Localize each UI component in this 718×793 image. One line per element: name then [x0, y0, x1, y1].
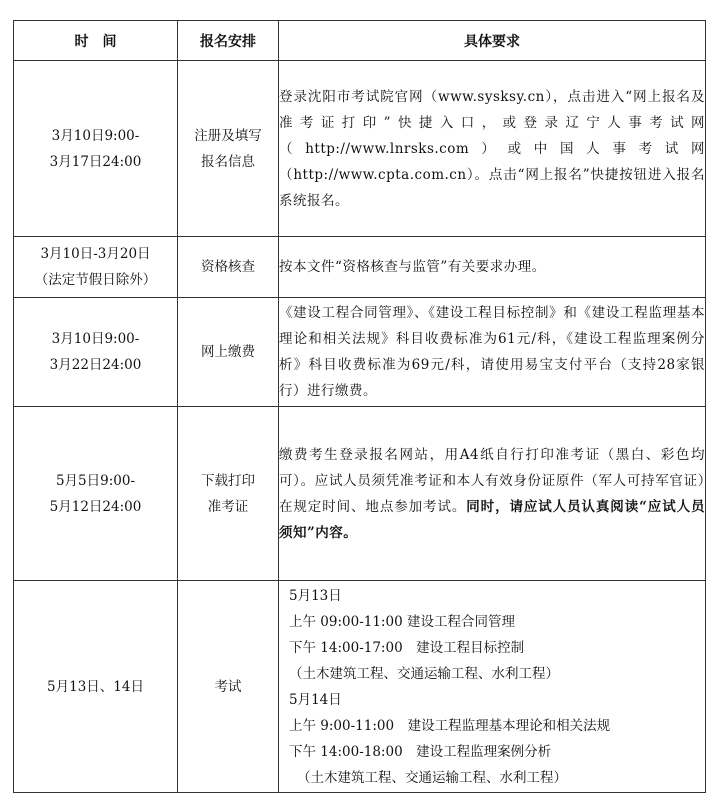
exam-session: 上午 9:00-11:00 建设工程监理基本理论和相关法规 [289, 717, 611, 734]
exam-schedule-cell [279, 581, 706, 793]
time-cell [14, 407, 178, 581]
arrangement-line: 网上缴费 [201, 344, 255, 360]
arrangement-cell [178, 237, 279, 298]
table-row [14, 237, 706, 298]
time-line: 3月17日24:00 [49, 153, 142, 170]
arrangement-line: 注册及填写 [194, 127, 262, 144]
exam-date: 5月14日 [289, 691, 342, 708]
arrangement-line: 考试 [214, 678, 242, 695]
time-line: 3月10日9:00- [51, 331, 140, 347]
exam-session: 下午 14:00-17:00 建设工程目标控制 [289, 639, 525, 656]
time-cell [14, 237, 178, 298]
requirements-cell [279, 237, 706, 298]
requirements-text: 按本文件“资格核查与监管”有关要求办理。 [279, 259, 546, 275]
requirements-cell [279, 61, 706, 237]
time-line: 5月13日、14日 [47, 678, 144, 695]
exam-session: 上午 09:00-11:00 建设工程合同管理 [289, 613, 515, 630]
requirements-cell [279, 298, 706, 407]
header-requirements: 具体要求 [279, 21, 706, 61]
table-row [14, 61, 706, 237]
arrangement-line: 下载打印 [201, 472, 255, 489]
time-cell [14, 61, 178, 237]
registration-schedule-table [13, 20, 706, 793]
requirements-text: 缴费考生登录报名网站，用A4纸自行打印准考证（黑白、彩色均可）。应试人员须凭准考证和本人有效身份证原件（军人可持军官证）在规定时间、地点参加考试。 [279, 446, 705, 515]
requirements-text: 登录沈阳市考试院官网（www.sysksy.cn），点击进入“网上报名及准考证打印”快捷入口，或登录辽宁人事考试网（http://www.lnrsks.com）或中国人事考试网（http://www.cpta.com.cn）。点击“网上报名”快捷按钮进入报名系统报名。 [279, 88, 705, 209]
arrangement-line: 资格核查 [201, 259, 255, 275]
header-time: 时 间 [14, 21, 178, 61]
arrangement-line: 报名信息 [201, 153, 255, 170]
arrangement-cell [178, 581, 279, 793]
header-arrangement: 报名安排 [178, 21, 279, 61]
arrangement-cell [178, 61, 279, 237]
arrangement-cell [178, 407, 279, 581]
arrangement-line: 准考证 [207, 498, 249, 515]
time-line: 3月10日-3月20日 [40, 246, 151, 262]
time-line: （法定节假日除外） [34, 272, 157, 288]
requirements-notice-bold: 同时，请应试人员认真阅读“应试人员须知”内容。 [279, 498, 706, 541]
table-row [14, 407, 706, 581]
time-line: 5月12日24:00 [49, 498, 142, 515]
exam-note: （土木建筑工程、交通运输工程、水利工程） [297, 769, 567, 786]
requirements-cell [279, 407, 706, 581]
time-cell [14, 298, 178, 407]
table-header-row [14, 21, 706, 61]
requirements-text: 《建设工程合同管理》、《建设工程目标控制》和《建设工程监理基本理论和相关法规》科目收费标准为61元/科，《建设工程监理案例分析》科目收费标准为69元/科，请使用易宝支付平台（支持28家银行）进行缴费。 [279, 305, 705, 399]
table-row [14, 581, 706, 793]
exam-date: 5月13日 [289, 587, 342, 604]
exam-note: （土木建筑工程、交通运输工程、水利工程） [289, 665, 559, 682]
table-row [14, 298, 706, 407]
time-cell [14, 581, 178, 793]
arrangement-cell [178, 298, 279, 407]
exam-session: 下午 14:00-18:00 建设工程监理案例分析 [289, 743, 552, 760]
time-line: 3月22日24:00 [49, 357, 142, 373]
time-line: 5月5日9:00- [55, 472, 136, 489]
time-line: 3月10日9:00- [51, 127, 140, 144]
